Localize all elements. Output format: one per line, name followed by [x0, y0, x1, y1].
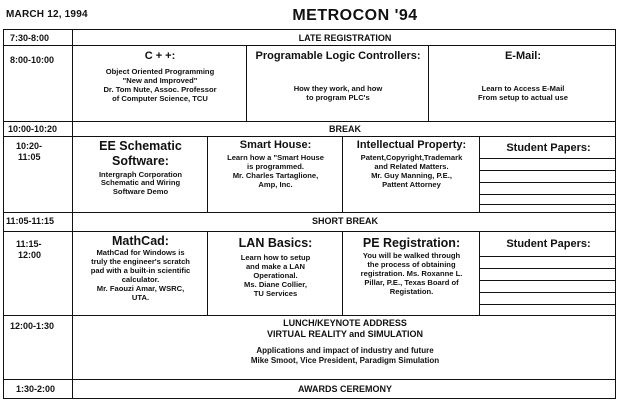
- session-divider: [207, 136, 208, 212]
- time-slot: 11:05-11:15: [6, 216, 55, 226]
- row-separator: [3, 379, 616, 380]
- session-line: Learn how a "Smart House: [227, 152, 324, 162]
- student-paper-slot: [479, 280, 616, 281]
- schedule-title: METROCON '94: [292, 7, 418, 24]
- session-line: MathCad for Windows is: [96, 247, 185, 257]
- time-slot: 1:30-2:00: [16, 384, 56, 394]
- time-slot: 12:00-1:30: [10, 321, 55, 331]
- session-plc: [248, 50, 428, 103]
- keynote-speaker: Mike Smoot, Vice President, Paradigm Simulation: [250, 355, 440, 365]
- session-line: Dr. Tom Nute, Assoc. Professor: [103, 84, 217, 94]
- session-line: Software Demo: [112, 187, 169, 197]
- session-line: Amp, Inc.: [258, 179, 293, 189]
- time-end: 12:00: [18, 249, 42, 260]
- session-title: E-Mail:: [504, 50, 542, 62]
- session-divider: [428, 45, 429, 121]
- session-line: truly the engineer's scratch: [91, 256, 190, 266]
- session-line: Mr. Guy Manning, P.E.,: [371, 170, 452, 180]
- session-line: calculator.: [121, 274, 160, 284]
- session-line: is programmed.: [247, 161, 304, 171]
- time-start: 10:20-: [16, 141, 43, 151]
- session-pe-registration: [344, 236, 479, 297]
- student-paper-slot: [479, 204, 616, 205]
- time-start: 11:15-: [16, 239, 42, 249]
- session-divider: [479, 136, 480, 212]
- session-line: of Computer Science, TCU: [112, 93, 208, 103]
- row-separator: [3, 212, 616, 213]
- row-separator: [3, 45, 616, 46]
- session-divider: [342, 136, 343, 212]
- session-line: You will be walked through: [362, 250, 461, 260]
- session-line: Ms. Diane Collier,: [244, 279, 307, 289]
- session-line: to program PLC's: [306, 92, 370, 102]
- student-papers-title: Student Papers:: [506, 142, 591, 154]
- session-line: Intergraph Corporation: [98, 169, 183, 179]
- session-divider: [342, 231, 343, 315]
- student-paper-slot: [479, 268, 616, 269]
- session-line: registration. Ms. Roxanne L.: [360, 268, 463, 278]
- row-separator: [3, 315, 616, 316]
- session-divider: [207, 231, 208, 315]
- time-slot: [16, 141, 42, 162]
- session-line: "New and Improved": [122, 75, 198, 85]
- session-ee-schematic: [74, 139, 207, 197]
- session-lan-basics: [209, 236, 342, 299]
- student-paper-slot: [479, 304, 616, 305]
- session-title: Software:: [112, 153, 169, 168]
- session-line: Learn how to setup: [240, 252, 311, 262]
- student-paper-slot: [479, 256, 616, 257]
- time-end: 11:05: [18, 151, 41, 162]
- session-title: Smart House:: [239, 139, 312, 151]
- session-email: [430, 50, 616, 103]
- short-break-label: SHORT BREAK: [311, 216, 378, 226]
- session-title: LAN Basics:: [238, 236, 313, 250]
- keynote-topic: VIRTUAL REALITY and SIMULATION: [266, 328, 423, 339]
- session-divider: [246, 45, 247, 121]
- keynote-description: Applications and impact of industry and future: [256, 346, 434, 356]
- session-line: How they work, and how: [293, 83, 383, 93]
- session-line: Learn to Access E-Mail: [481, 83, 565, 93]
- schedule-date: MARCH 12, 1994: [6, 9, 88, 20]
- keynote-block: [74, 318, 616, 365]
- session-intellectual-property: [344, 139, 479, 190]
- student-paper-slot: [479, 292, 616, 293]
- time-slot: 8:00-10:00: [10, 55, 55, 65]
- late-registration-label: LATE REGISTRATION: [298, 33, 392, 43]
- session-line: Mr. Faouzi Amar, WSRC,: [96, 283, 185, 293]
- session-divider: [479, 231, 480, 315]
- row-separator: [3, 121, 616, 122]
- time-slot: [16, 239, 42, 260]
- session-line: From setup to actual use: [478, 92, 568, 102]
- row-separator: [3, 136, 616, 137]
- time-column-divider: [72, 29, 73, 399]
- session-title: EE Schematic: [99, 139, 182, 153]
- session-line: Patent,Copyright,Trademark: [360, 152, 463, 162]
- session-title: PE Registration:: [362, 236, 461, 250]
- session-line: UTA.: [131, 292, 150, 302]
- keynote-heading: LUNCH/KEYNOTE ADDRESS: [283, 318, 407, 328]
- session-line: Operational.: [253, 270, 298, 280]
- session-line: pad with a built-in scientific: [90, 265, 191, 275]
- session-title: C + +:: [144, 50, 176, 62]
- session-smart-house: [209, 139, 342, 190]
- student-paper-slot: [479, 158, 616, 159]
- session-line: Mr. Charles Tartaglione,: [232, 170, 319, 180]
- session-title: Intellectual Property:: [356, 139, 467, 151]
- session-line: Object Oriented Programming: [105, 66, 215, 76]
- time-slot: 10:00-10:20: [8, 124, 58, 134]
- time-slot: 7:30-8:00: [10, 33, 50, 43]
- student-paper-slot: [479, 194, 616, 195]
- session-line: and make a LAN: [245, 261, 306, 271]
- session-line: Schematic and Wiring: [100, 178, 181, 188]
- session-line: Registation.: [389, 286, 434, 296]
- break-label: BREAK: [328, 124, 361, 134]
- session-title: MathCad:: [112, 234, 169, 248]
- student-paper-slot: [479, 182, 616, 183]
- student-papers-title: Student Papers:: [506, 238, 591, 250]
- session-mathcad: [74, 234, 207, 302]
- row-separator: [3, 231, 616, 232]
- session-line: Pattent Attorney: [382, 179, 441, 189]
- session-line: and Related Matters.: [374, 161, 449, 171]
- session-line: TU Services: [253, 288, 298, 298]
- student-paper-slot: [479, 170, 616, 171]
- session-cpp: [74, 50, 246, 104]
- awards-ceremony-label: AWARDS CEREMONY: [297, 384, 392, 394]
- session-line: Pillar, P.E., Texas Board of: [364, 277, 459, 287]
- session-line: the process of obtaining: [367, 259, 456, 269]
- session-title: Programable Logic Controllers:: [255, 50, 421, 62]
